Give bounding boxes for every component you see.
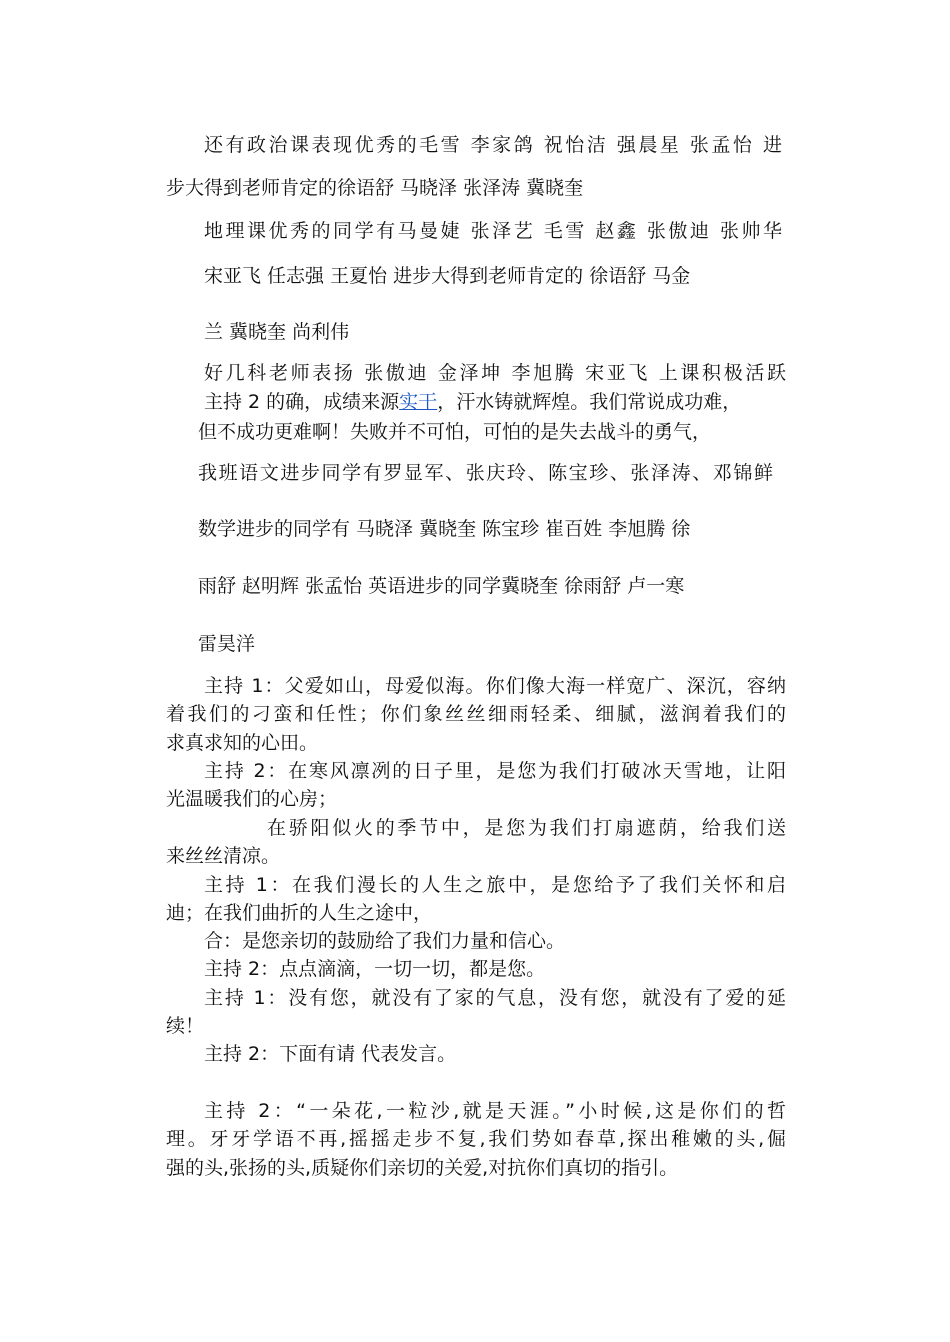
text-line: 我班语文进步同学有罗显军、张庆玲、陈宝珍、张泽涛、邓锦鲜 bbox=[198, 462, 773, 484]
text-line: 主持 1：没有您，就没有了家的气息，没有您，就没有了爱的延 bbox=[204, 987, 786, 1009]
text-line: 步大得到老师肯定的徐语舒 马晓泽 张泽涛 冀晓奎 bbox=[166, 177, 584, 199]
text-line: 求真求知的心田。 bbox=[166, 732, 319, 754]
text-segment: ，汗水铸就辉煌。我们常说成功难， bbox=[437, 391, 742, 413]
text-line: 迪；在我们曲折的人生之途中， bbox=[166, 902, 433, 924]
text-line: 合：是您亲切的鼓励给了我们力量和信心。 bbox=[204, 930, 566, 952]
text-line: 还有政治课表现优秀的毛雪 李家鸽 祝怡洁 强晨星 张孟怡 进 bbox=[204, 134, 782, 156]
text-line: 主持 2：下面有请 代表发言。 bbox=[204, 1043, 457, 1065]
text-line: 主持 1：在我们漫长的人生之旅中，是您给予了我们关怀和启 bbox=[204, 874, 786, 896]
text-line: 数学进步的同学有 马晓泽 冀晓奎 陈宝珍 崔百姓 李旭腾 徐 bbox=[198, 518, 691, 540]
text-line: 续！ bbox=[166, 1015, 205, 1037]
text-line: 主持 1：父爱如山，母爱似海。你们像大海一样宽广、深沉，容纳 bbox=[204, 675, 786, 697]
text-line: 好几科老师表扬 张傲迪 金泽坤 李旭腾 宋亚飞 上课积极活跃 bbox=[204, 362, 786, 384]
text-segment: 主持 2 的确，成绩来源 bbox=[204, 391, 400, 413]
text-line: 光温暖我们的心房； bbox=[166, 788, 338, 810]
text-line: 强的头,张扬的头,质疑你们亲切的关爱,对抗你们真切的指引。 bbox=[166, 1157, 679, 1179]
text-line: 宋亚飞 任志强 王夏怡 进步大得到老师肯定的 徐语舒 马金 bbox=[204, 265, 691, 287]
shigan-link[interactable]: 实干 bbox=[399, 391, 438, 413]
text-line bbox=[204, 390, 786, 414]
text-line: 但不成功更难啊！失败并不可怕，可怕的是失去战斗的勇气， bbox=[198, 421, 712, 443]
text-line: 在骄阳似火的季节中，是您为我们打扇遮荫，给我们送 bbox=[267, 817, 786, 839]
text-line: 主持 2：“一朵花,一粒沙,就是天涯。”小时候,这是你们的哲 bbox=[204, 1100, 786, 1122]
text-line: 主持 2：在寒风凛冽的日子里，是您为我们打破冰天雪地，让阳 bbox=[204, 760, 786, 782]
text-line: 来丝丝清凉。 bbox=[166, 845, 281, 867]
text-line: 理。牙牙学语不再,摇摇走步不复,我们势如春草,探出稚嫩的头,倔 bbox=[166, 1128, 786, 1150]
text-line: 雨舒 赵明辉 张孟怡 英语进步的同学冀晓奎 徐雨舒 卢一寒 bbox=[198, 575, 685, 597]
text-line: 着我们的刁蛮和任性；你们象丝丝细雨轻柔、细腻，滋润着我们的 bbox=[166, 703, 786, 725]
text-line: 主持 2：点点滴滴，一切一切，都是您。 bbox=[204, 958, 546, 980]
text-line: 兰 冀晓奎 尚利伟 bbox=[204, 321, 350, 343]
text-line: 雷昊洋 bbox=[198, 633, 256, 655]
text-line: 地理课优秀的同学有马曼婕 张泽艺 毛雪 赵鑫 张傲迪 张帅华 bbox=[204, 220, 782, 242]
